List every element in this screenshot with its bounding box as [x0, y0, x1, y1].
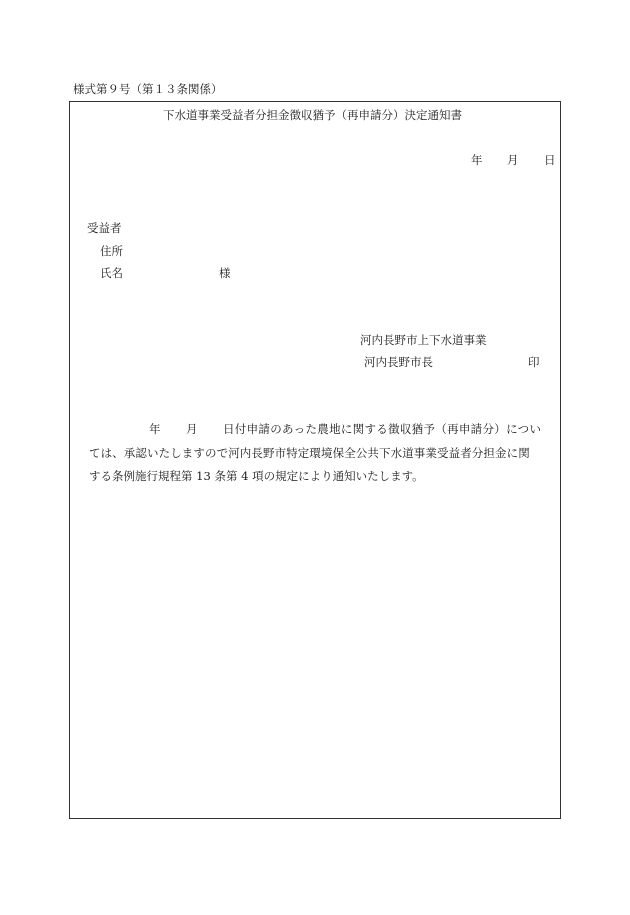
recipient-heading: 受益者: [87, 221, 122, 235]
body-month: 月: [186, 422, 198, 436]
date-month: 月: [507, 153, 519, 167]
recipient-name-label: 氏名: [100, 266, 123, 280]
recipient-address-label: 住所: [100, 244, 123, 258]
date-day: 日: [544, 153, 556, 167]
issuer-organization: 河内長野市上下水道事業: [360, 333, 487, 347]
document-frame: [69, 101, 561, 819]
date-year: 年: [471, 153, 483, 167]
body-line-1: 日付申請のあった農地に関する徴収猶予（再申請分）につい: [223, 422, 542, 436]
form-number: 様式第９号（第１３条関係）: [73, 82, 223, 96]
body-year: 年: [149, 422, 161, 436]
body-line-2: ては、承認いたしますので河内長野市特定環境保全公共下水道事業受益者分担金に関: [89, 446, 530, 460]
document-title: 下水道事業受益者分担金徴収猶予（再申請分）決定通知書: [163, 108, 462, 122]
issuer-official: 河内長野市長: [364, 355, 433, 369]
issuer-seal: 印: [528, 355, 540, 369]
recipient-honorific: 様: [219, 266, 231, 280]
body-line-3: する条例施行規程第 13 条第 4 項の規定により通知いたします。: [89, 469, 424, 483]
